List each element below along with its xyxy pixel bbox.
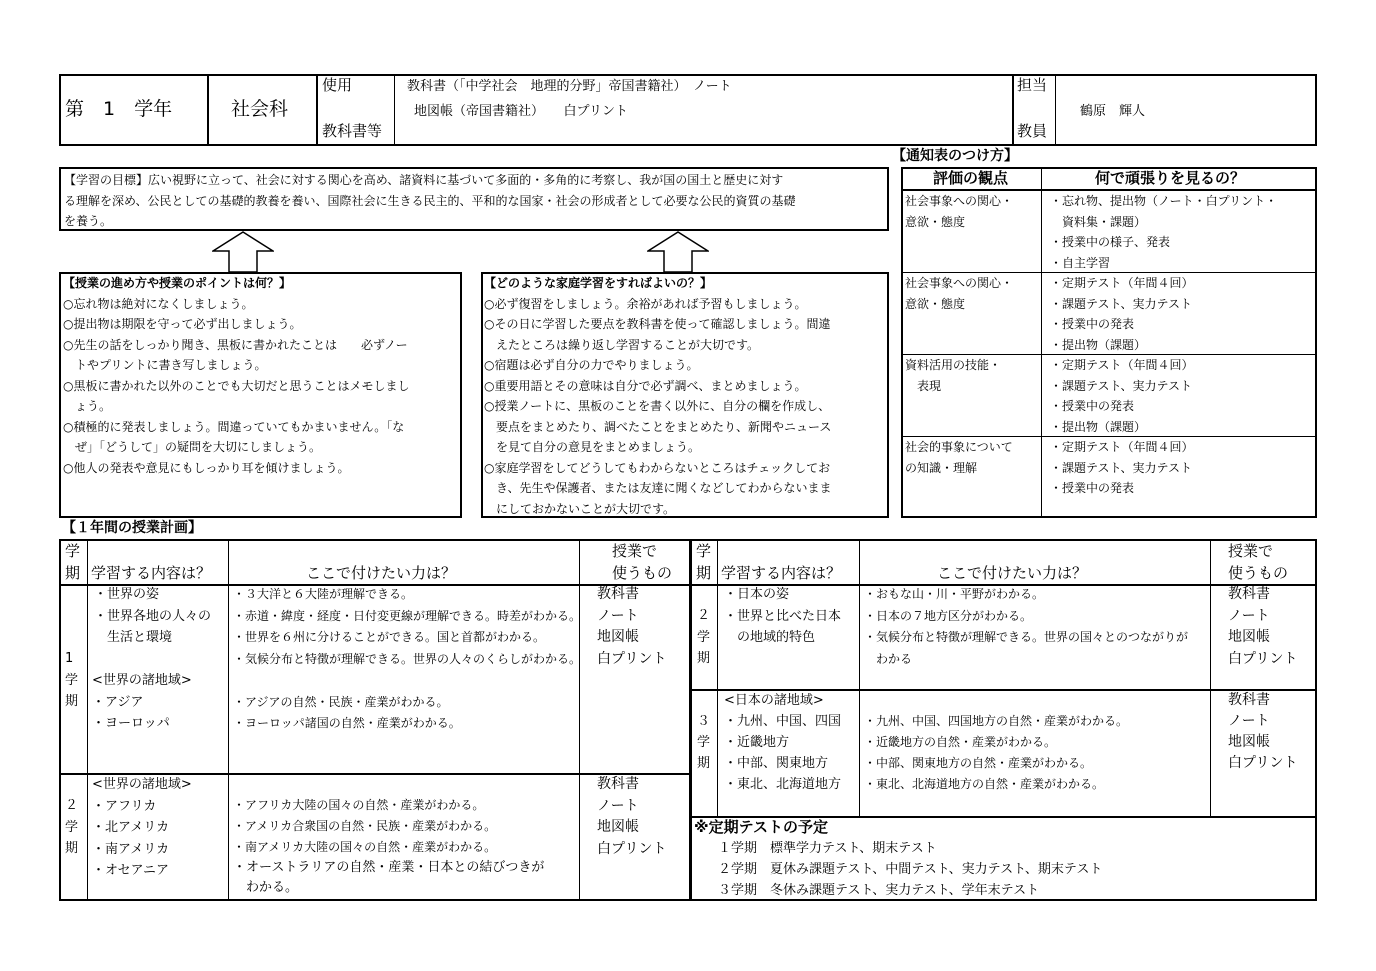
header-divider-1 — [207, 74, 209, 146]
plan-left-col — [87, 539, 88, 901]
ability-line: ・中部、関東地方の自然・産業がわかる。 — [864, 756, 1093, 770]
plan-header-content: 学習する内容は？ — [721, 564, 842, 582]
subject-label: 社会科 — [231, 98, 289, 120]
lesson-point: ○先生の話をしっかり聞き、黒板に書かれたことは 必ずノー — [63, 337, 408, 352]
material-line: 地図帳 — [1228, 629, 1270, 645]
focus-line: ・授業中の発表 — [1050, 317, 1135, 331]
term2-left-content — [92, 774, 192, 882]
material-line: ノート — [597, 607, 639, 624]
viewpoint-line: 意欲・態度 — [905, 214, 966, 229]
viewpoint-line: 社会的事象について — [905, 440, 1013, 454]
term-label-char: ３ — [697, 714, 711, 729]
content-line: ・日本の姿 — [724, 587, 790, 602]
material-line: 教科書 — [597, 776, 639, 792]
focus-line: ・忘れ物、提出物（ノート・白プリント・ — [1050, 194, 1278, 208]
ability-line: ・日本の７地方区分がわかる。 — [864, 608, 1033, 623]
focus-line: ・授業中の発表 — [1050, 481, 1135, 495]
term2-right-content — [724, 584, 841, 649]
ability-line: ・九州、中国、四国地方の自然・産業がわかる。 — [864, 714, 1129, 728]
plan-header-content: 学習する内容は？ — [91, 564, 212, 582]
textbook-line-2: 地図帳（帝国書籍社） 白プリント — [414, 104, 628, 119]
ability-line: ・アフリカ大陸の国々の自然・産業がわかる。 — [233, 798, 485, 812]
term-label-char: 期 — [697, 651, 711, 666]
focus-line: ・定期テスト（年間４回） — [1050, 276, 1194, 290]
home-study-line: ○重要用語とその意味は自分で必ず調べ、まとめましょう。 — [484, 378, 807, 393]
term-label-char: 期 — [697, 756, 711, 771]
content-line: ・九州、中国、四国 — [724, 714, 842, 729]
content-line: ・北アメリカ — [92, 820, 170, 835]
plan-header-materials-bottom: 使うもの — [1228, 564, 1289, 582]
term3-label — [697, 711, 710, 774]
term2-left-materials — [597, 774, 666, 860]
ability-line: ・おもな山・川・平野がわかる。 — [864, 587, 1045, 601]
ability-line: ・アメリカ合衆国の自然・民族・産業がわかる。 — [233, 819, 497, 833]
lesson-point: ○他人の発表や意見にもしっかり耳を傾けましょう。 — [63, 460, 350, 475]
eval-row-3-viewpoint — [905, 355, 1001, 396]
ability-line: ・アジアの自然・民族・産業がわかる。 — [233, 694, 449, 709]
focus-line: ・提出物（課題） — [1050, 337, 1147, 352]
plan-header-materials-bottom: 使うもの — [612, 564, 673, 582]
focus-line: 資料集・課題） — [1050, 214, 1147, 229]
header-divider-5 — [1055, 74, 1056, 146]
term3-ability — [864, 690, 1128, 795]
home-study-line: えたところは繰り返し学習することが大切です。 — [484, 337, 760, 352]
plan-right-col — [717, 539, 718, 817]
focus-line: ・自主学習 — [1050, 255, 1111, 270]
lesson-point: ○忘れ物は絶対になくしましょう。 — [63, 296, 254, 311]
content-line: ・世界の姿 — [94, 587, 160, 602]
eval-col-viewpoint-header: 評価の観点 — [933, 169, 1009, 187]
content-line: ・東北、北海道地方 — [724, 777, 842, 792]
ability-line: わかる — [864, 651, 913, 666]
term1-materials — [597, 584, 666, 670]
ability-line: ・３大洋と６大陸が理解できる。 — [233, 587, 414, 601]
content-line: ・オセアニア — [92, 863, 169, 878]
test-schedule-line: １学期 標準学力テスト、期末テスト — [718, 841, 937, 856]
term-label-char: 学 — [697, 629, 711, 645]
term1-label — [65, 648, 78, 713]
plan-header-materials-top: 授業で — [612, 542, 658, 560]
goal-line: を養う。 — [64, 214, 113, 228]
plan-right-col — [859, 539, 860, 817]
content-line: <世界の諸地域> — [92, 777, 192, 792]
material-line: 教科書 — [1228, 586, 1270, 602]
test-schedule-line: ３学期 冬休み課題テスト、実力テスト、学年末テスト — [718, 883, 1040, 898]
term-label-char: ２ — [65, 798, 79, 813]
evaluation-section-title: 【通知表のつけ方】 — [892, 148, 1018, 164]
ability-line — [233, 774, 544, 795]
content-line: 生活と環境 — [94, 630, 173, 645]
term2-left-ability — [233, 774, 544, 898]
term-label-char: 期 — [65, 841, 79, 856]
teacher-label-top: 担当 — [1017, 76, 1048, 94]
header-divider-2 — [316, 74, 318, 146]
home-study-line: ○必ず復習をしましょう。余裕があれば予習もしましょう。 — [484, 296, 807, 311]
material-line: 教科書 — [1228, 692, 1270, 708]
eval-row-1-focus — [1050, 191, 1277, 273]
material-line: ノート — [1228, 607, 1270, 624]
term-label-char: 1 — [65, 651, 74, 666]
lesson-points-text — [63, 273, 409, 478]
term1-content — [92, 584, 211, 735]
material-line: 白プリント — [1228, 650, 1298, 667]
term3-content — [724, 690, 841, 795]
grade-label: 第 1 学年 — [65, 98, 173, 120]
home-study-line: ○その日に学習した要点を教科書を使って確認しましょう。間違 — [484, 317, 831, 331]
material-line: 白プリント — [1228, 755, 1298, 771]
plan-left-col — [228, 539, 229, 901]
plan-header-term-bottom: 期 — [65, 564, 81, 582]
home-study-title: 【どのような家庭学習をすればよいの？】 — [484, 276, 713, 290]
home-study-line: ○授業ノートに、黒板のことを書く以外に、自分の欄を作成し、 — [484, 399, 831, 413]
focus-line: ・定期テスト（年間４回） — [1050, 440, 1194, 454]
goal-line: る理解を深め、公民としての基礎的教養を養い、国際社会に生きる民主的、平和的な国家・社会の形成者として必要な公民的資質の基礎 — [64, 193, 796, 208]
ability-line — [233, 670, 581, 692]
term3-materials — [1228, 690, 1297, 774]
home-study-line: き、先生や保護者、または友達に聞くなどしてわからないまま — [484, 481, 832, 495]
plan-header-term-bottom: 期 — [696, 564, 712, 582]
ability-line: わかる。 — [233, 880, 299, 895]
home-study-line: にしておかないことが大切です。 — [484, 501, 676, 516]
content-line: の地域的特色 — [724, 630, 816, 645]
plan-header-term-top: 学 — [696, 542, 712, 560]
viewpoint-line: 資料活用の技能・ — [905, 358, 1002, 372]
content-line: ・世界各地の人々の — [94, 608, 212, 624]
ability-line: ・東北、北海道地方の自然・産業がわかる。 — [864, 777, 1105, 791]
focus-line: ・課題テスト、実力テスト — [1050, 378, 1192, 393]
material-line: 地図帳 — [1228, 734, 1270, 750]
lesson-points-title: 【授業の進め方や授業のポイントは何？】 — [63, 276, 292, 290]
term-label-char: 学 — [65, 819, 79, 835]
content-line: <世界の諸地域> — [92, 673, 192, 688]
ability-line — [864, 690, 1128, 711]
content-line: ・中部、関東地方 — [724, 756, 829, 771]
home-study-line: を見て自分の意見をまとめましょう。 — [484, 440, 701, 454]
viewpoint-line: 社会事象への関心・ — [905, 276, 1014, 290]
eval-col-divider — [1041, 167, 1042, 518]
plan-section-title: 【１年間の授業計画】 — [62, 520, 202, 536]
plan-header-materials-top: 授業で — [1228, 542, 1274, 560]
eval-row-2-focus — [1050, 273, 1194, 355]
home-study-line: ○家庭学習をしてどうしてもわからないところはチェックしてお — [484, 460, 831, 475]
lesson-point: ○積極的に発表しましょう。間違っていてもかまいません。「な — [63, 419, 405, 434]
textbook-line-1: 教科書（「中学社会 地理的分野」帝国書籍社） ノート — [407, 79, 732, 94]
eval-row-4-focus — [1050, 437, 1194, 499]
material-line: ノート — [597, 797, 639, 814]
term-label-char: 学 — [65, 672, 79, 688]
ability-line: ・世界を６州に分けることができる。国と首都がわかる。 — [233, 630, 546, 644]
term2-left-label — [65, 795, 78, 860]
material-line: 白プリント — [597, 650, 667, 667]
focus-line: ・授業中の発表 — [1050, 399, 1135, 413]
eval-col-focus-header: 何で頑張りを見るの？ — [1095, 169, 1246, 187]
material-line: 地図帳 — [597, 819, 639, 835]
header-divider-4 — [1012, 74, 1014, 146]
term-label-char: 期 — [65, 694, 79, 709]
test-schedule-title: ※定期テストの予定 — [694, 818, 828, 836]
header-divider-3 — [394, 74, 395, 146]
test-schedule-line: ２学期 夏休み課題テスト、中間テスト、実力テスト、期末テスト — [718, 862, 1103, 877]
textbook-label-top: 使用 — [322, 76, 353, 94]
teacher-label-bottom: 教員 — [1017, 122, 1048, 140]
home-study-text — [484, 273, 832, 519]
viewpoint-line: 表現 — [905, 378, 942, 393]
material-line: 地図帳 — [597, 629, 639, 645]
ability-line: ・気候分布と特徴が理解できる。世界の国々とのつながりが — [864, 630, 1189, 644]
focus-line: ・提出物（課題） — [1050, 419, 1147, 434]
lesson-point: ぜ」「どうして」の疑問を大切にしましょう。 — [63, 440, 322, 454]
lesson-point: ○提出物は期限を守って必ず出しましょう。 — [63, 317, 302, 331]
term1-ability — [233, 584, 581, 735]
goal-line: 【学習の目標】広い視野に立って、社会に対する関心を高め、諸資料に基づいて多面的・多角的に考察し、我が国の国土と歴史に対す — [64, 173, 784, 187]
teacher-name: 鶴原 輝人 — [1080, 104, 1146, 119]
goal-text — [64, 170, 886, 232]
plan-header-term-top: 学 — [65, 542, 81, 560]
term2-right-ability — [864, 584, 1188, 670]
focus-line: ・授業中の様子、発表 — [1050, 235, 1171, 249]
focus-line: ・課題テスト、実力テスト — [1050, 296, 1192, 311]
content-line: ・ヨーロッパ — [92, 716, 170, 731]
ability-line: ・南アメリカ大陸の国々の自然・産業がわかる。 — [233, 840, 497, 854]
content-line: ・世界と比べた日本 — [724, 608, 842, 624]
lesson-point: ょう。 — [63, 399, 112, 413]
plan-header-ability: ここで付けたい力は？ — [306, 564, 457, 582]
content-line: ・アフリカ — [92, 798, 157, 814]
content-line: ・南アメリカ — [92, 841, 170, 857]
material-line: ノート — [1228, 713, 1270, 729]
lesson-point: トやプリントに書き写しましょう。 — [63, 358, 267, 372]
test-schedule-lines — [718, 838, 1102, 901]
plan-right-col — [1210, 539, 1211, 817]
ability-line: ・赤道・緯度・経度・日付変更線が理解できる。時差がわかる。 — [233, 608, 582, 623]
ability-line: ・近畿地方の自然・産業がわかる。 — [864, 735, 1057, 749]
home-study-line: ○宿題は必ず自分の力でやりましょう。 — [484, 358, 699, 372]
lesson-point: ○黒板に書かれた以外のことでも大切だと思うことはメモしまし — [63, 378, 410, 393]
focus-line: ・課題テスト、実力テスト — [1050, 460, 1192, 475]
ability-line: ・気候分布と特徴が理解できる。世界の人々のくらしがわかる。 — [233, 651, 582, 666]
ability-line: ・ヨーロッパ諸国の自然・産業がわかる。 — [233, 716, 461, 730]
ability-line: ・オーストラリアの自然・産業・日本との結びつきが — [233, 860, 545, 875]
plan-header-ability: ここで付けたい力は？ — [937, 564, 1088, 582]
material-line: 白プリント — [597, 840, 667, 857]
material-line: 教科書 — [597, 586, 639, 602]
eval-row-4-viewpoint — [905, 437, 1013, 478]
term2-right-label — [697, 605, 710, 670]
viewpoint-line: の知識・理解 — [905, 460, 978, 475]
textbook-label-bottom: 教科書等 — [322, 122, 383, 140]
up-arrow-left — [212, 231, 274, 273]
content-line: ・近畿地方 — [724, 735, 790, 750]
viewpoint-line: 意欲・態度 — [905, 296, 966, 311]
eval-row-3-focus — [1050, 355, 1194, 437]
up-arrow-right — [647, 231, 709, 273]
term2-right-materials — [1228, 584, 1297, 670]
content-line: <日本の諸地域> — [724, 693, 824, 708]
term-label-char: ２ — [697, 608, 711, 623]
focus-line: ・定期テスト（年間４回） — [1050, 358, 1194, 372]
home-study-line: 要点をまとめたり、調べたことをまとめたり、新聞やニュース — [484, 419, 832, 434]
viewpoint-line: 社会事象への関心・ — [905, 194, 1014, 208]
term-label-char: 学 — [697, 735, 711, 750]
content-line — [92, 649, 211, 671]
eval-row-1-viewpoint — [905, 191, 1013, 232]
content-line: ・アジア — [92, 694, 144, 710]
eval-row-2-viewpoint — [905, 273, 1013, 314]
